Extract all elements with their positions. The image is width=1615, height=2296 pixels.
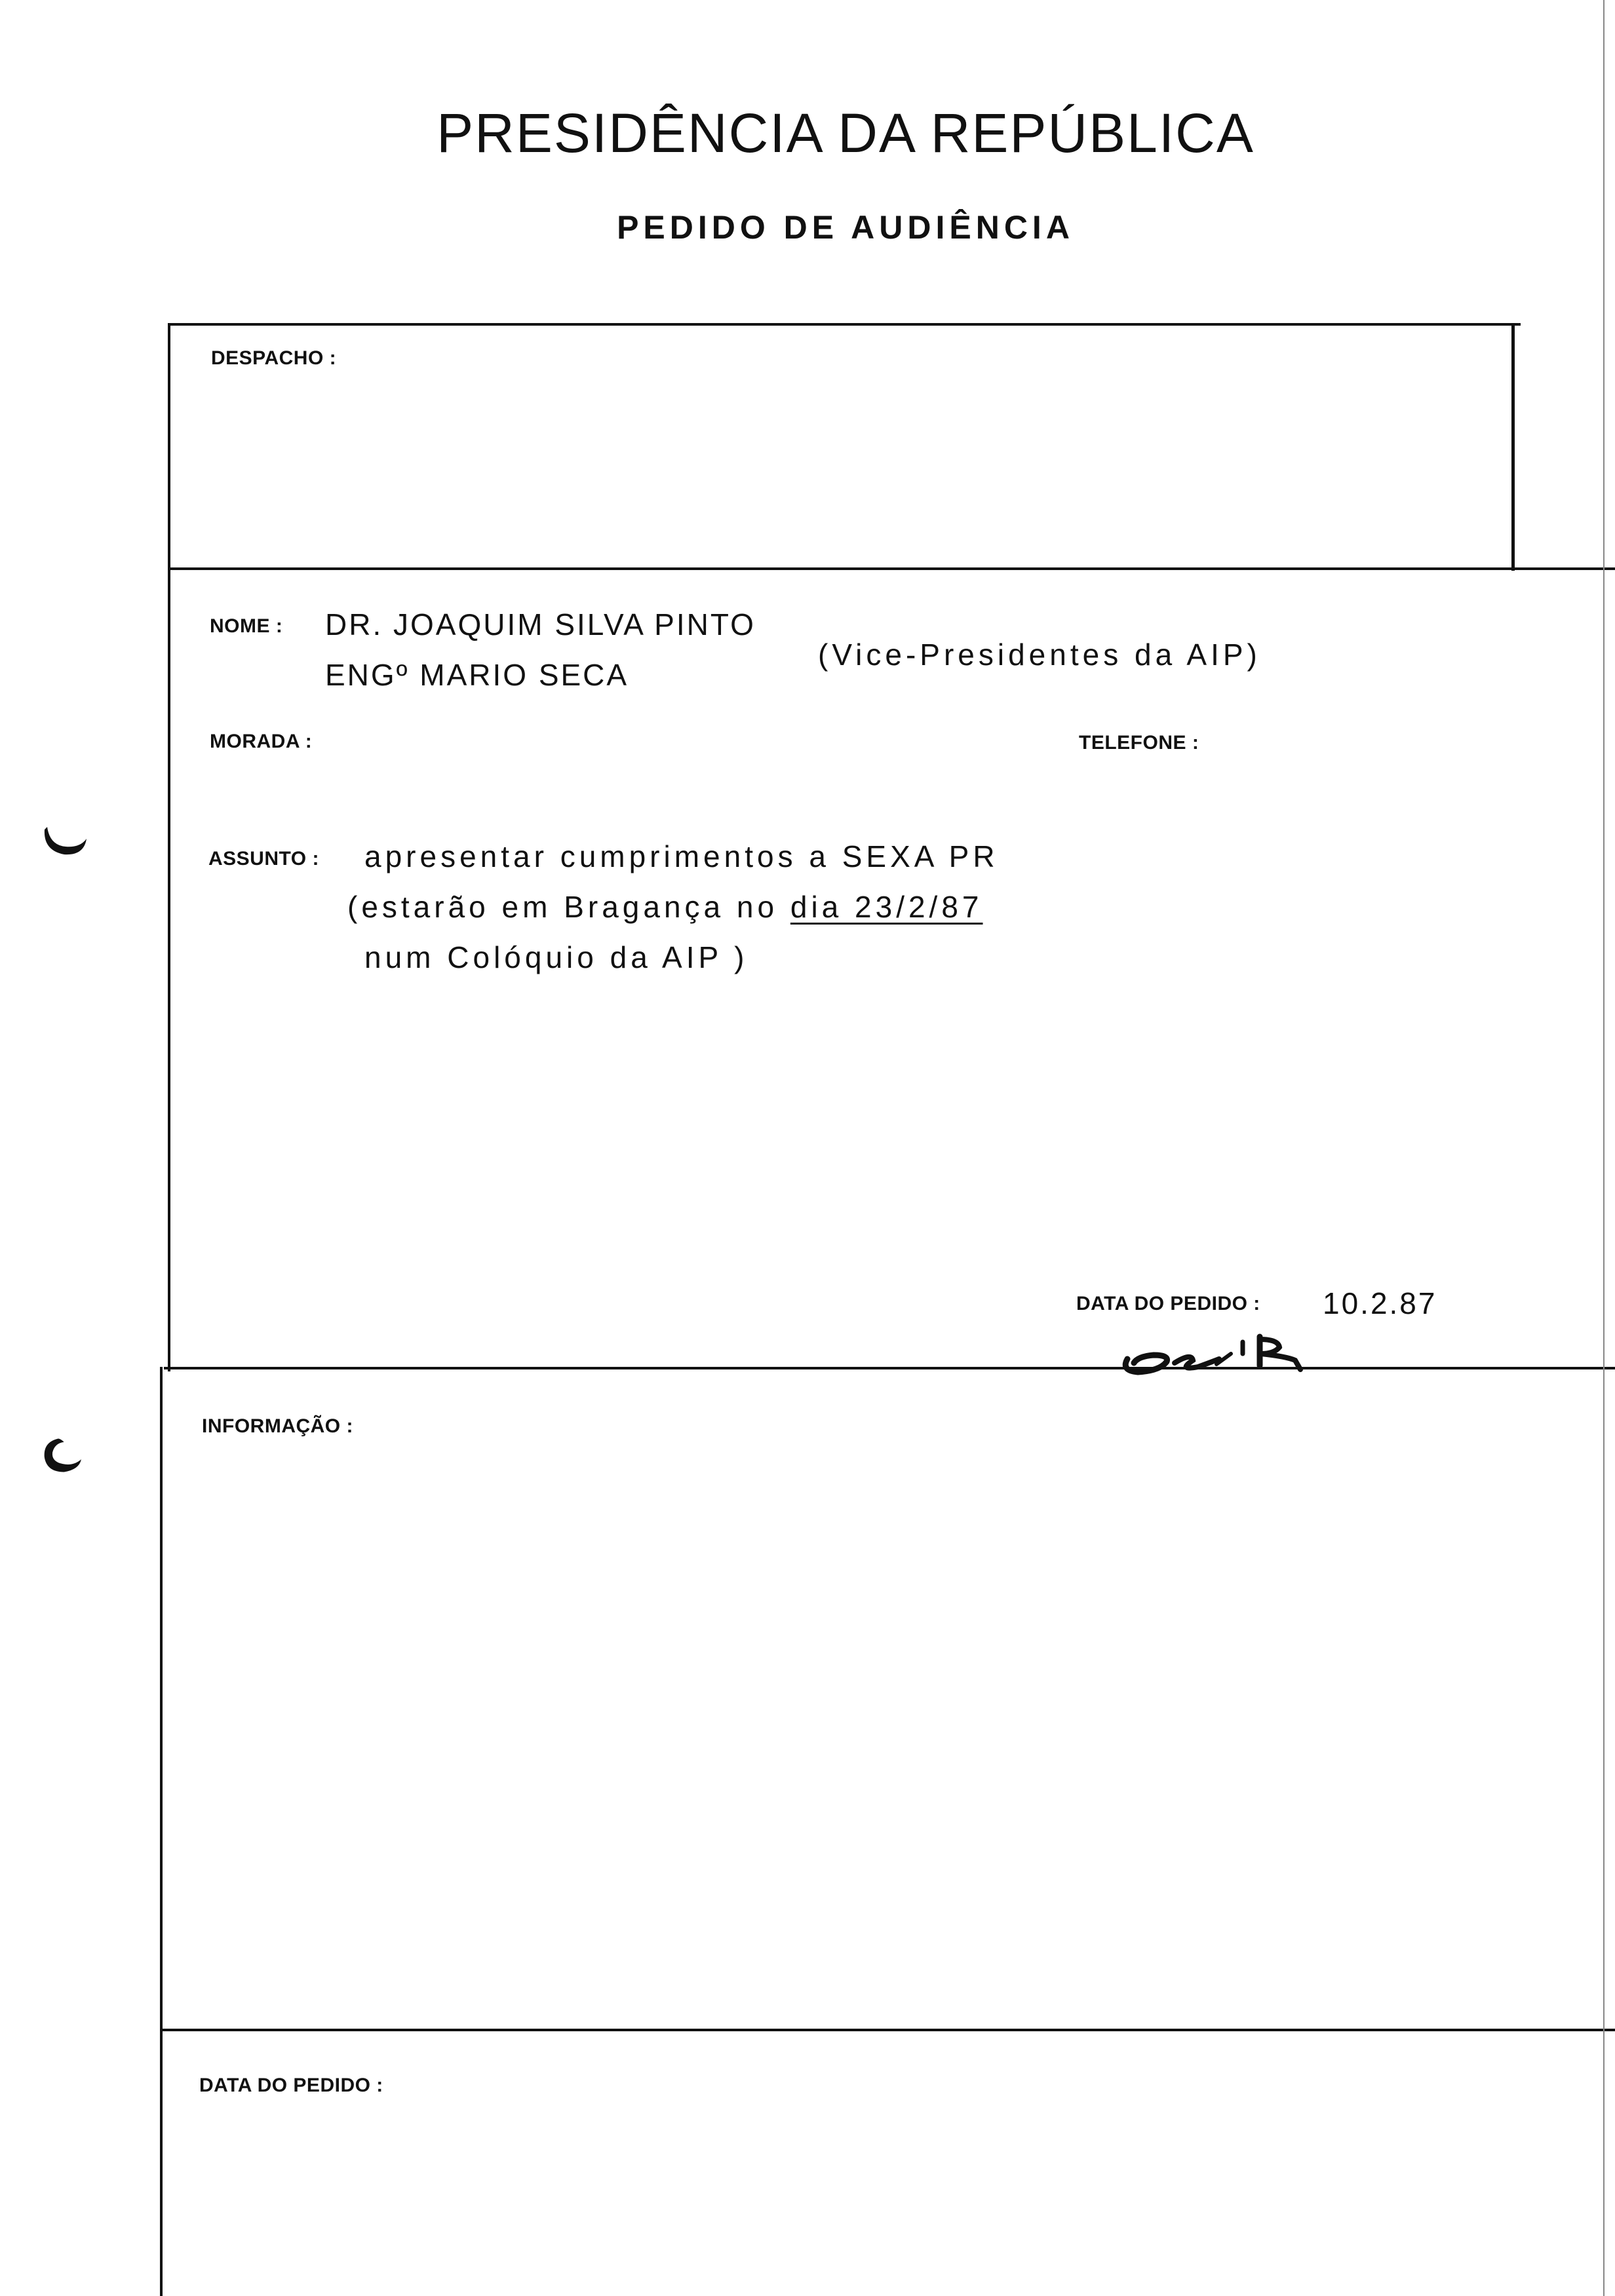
lower-section-border (160, 2029, 1615, 2031)
despacho-right-border (1511, 324, 1515, 571)
assunto-line-1: apresentar cumprimentos a SEXA PR (364, 839, 999, 873)
despacho-top-border (168, 323, 1521, 326)
assunto-label: ASSUNTO : (208, 848, 319, 870)
data-do-pedido-label: DATA DO PEDIDO : (1076, 1293, 1260, 1314)
assunto-date-underlined: dia 23/2/87 (790, 890, 983, 924)
telefone-label: TELEFONE : (1079, 732, 1199, 754)
informacao-top-border (164, 1367, 1615, 1369)
data-do-pedido-value: 10.2.87 (1323, 1286, 1437, 1320)
handwritten-initials (1114, 1333, 1324, 1379)
data-do-pedido-2-label: DATA DO PEDIDO : (199, 2075, 383, 2096)
punch-hole-icon (38, 1436, 87, 1474)
informacao-left-border (160, 1367, 163, 2296)
nome-line-1: DR. JOAQUIM SILVA PINTO (325, 607, 756, 641)
nome-label: NOME : (210, 615, 283, 637)
page-right-edge (1603, 0, 1605, 2296)
despacho-label: DESPACHO : (211, 347, 337, 369)
page-subtitle: PEDIDO DE AUDIÊNCIA (617, 209, 1074, 246)
assunto-line-3: num Colóquio da AIP ) (364, 940, 749, 974)
punch-hole-icon (41, 820, 89, 858)
form-left-border (168, 323, 170, 1371)
informacao-label: INFORMAÇÃO : (202, 1415, 353, 1437)
morada-label: MORADA : (210, 731, 313, 752)
nome-line-2: ENGº MARIO SECA (325, 658, 629, 692)
despacho-bottom-border (168, 567, 1615, 570)
page-title: PRESIDÊNCIA DA REPÚBLICA (437, 102, 1255, 164)
assunto-line-2 (347, 889, 983, 925)
nome-note: (Vice-Presidentes da AIP) (818, 638, 1261, 672)
assunto-line-2-text: (estarão em Bragança no (347, 890, 790, 924)
